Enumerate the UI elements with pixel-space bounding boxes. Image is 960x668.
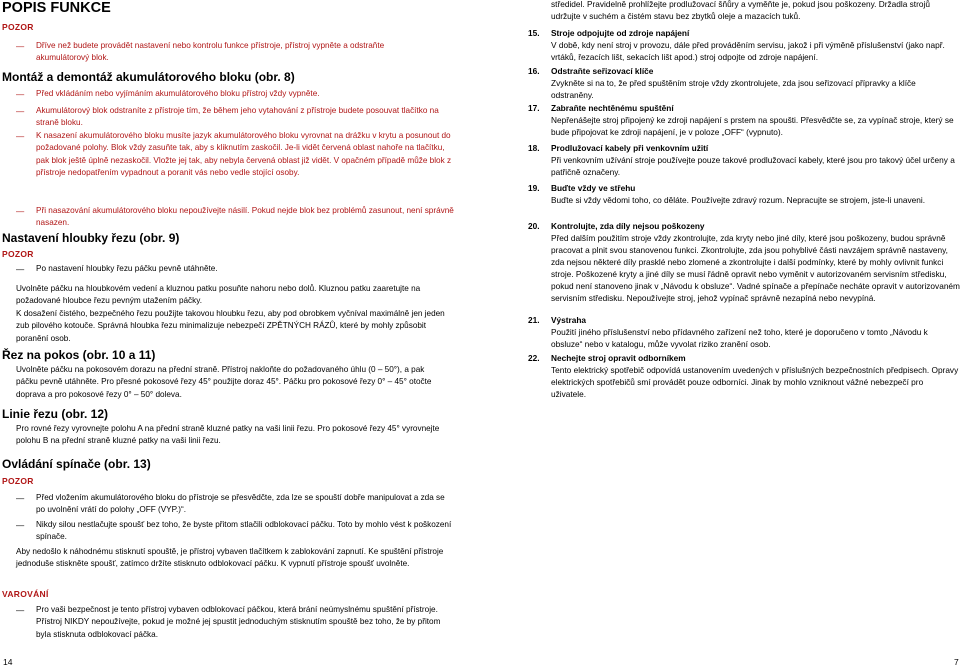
item-title: Nechejte stroj opravit odborníkem <box>551 353 686 363</box>
section-heading: Nastavení hloubky řezu (obr. 9) <box>2 231 180 245</box>
caution-label: POZOR <box>2 249 34 259</box>
item-number: 21. <box>528 315 540 325</box>
list-item: K nasazení akumulátorového bloku musíte jazyk akumulátorového bloku vyrovnat na drážku v krytu a posunout do požadované polohy. Blok vždy zasuňte tak, aby s kliknutím zaskočil. Je-li vidět červená oblast nahoře na tlačítku, pak blok ještě úplně nezaskočil. Vložte jej tak, aby nebyla červená oblast již vidět. V opačném případě může blok z přístroje nedopatřením vypadnout a poranit vás nebo vedle stojící osoby. <box>36 131 452 178</box>
paragraph: Pro rovné řezy vyrovnejte polohu A na přední straně kluzné patky na vaši linii řezu. Pro pokosové řezy 45° vyrovnejte polohu B na přední straně kluzné patky na vaši linii řezu. <box>16 424 440 446</box>
item-text: Před dalším použitím stroje vždy zkontrolujte, zda kryty nebo jiné díly, které jsou poškozeny, budou správně pracovat a plnit svou stanovenou funkci. Zkontrolujte, zda jsou pohyblivé části navzájem správně nastaveny, zda nejsou některé díly prasklé nebo zlomené a zkontrolujte i další podmínky, které by mohly ovlivnit funkci stroje. Poškozené kryty a jiné díly se musí řádně opravit nebo vyměnit v autorizovaném servisním středisku, pokud není stanoveno jinak v „Návodu k obsluze“. Vadné spínače a přepínače necháte opravit v autorizovaném servisním středisku. Nepoužívejte stroj, jehož vypínač správně nezapíná nebo nevypíná. <box>551 233 960 303</box>
paragraph: K dosažení čistého, bezpečného řezu použijte takovou hloubku řezu, aby pod obrobkem vyčníval maximálně jen jeden zub pilového kotouče. Správná hloubka řezu minimalizuje nebezpečí ZPĚTNÝCH RÁZŮ, které by mohly způsobit poranění osob. <box>16 309 445 343</box>
item-text: Při venkovním užívání stroje používejte pouze takové prodlužovací kabely, které jsou pro takový účel určeny a patřičně označeny. <box>551 155 955 177</box>
caution-text: Dříve než budete provádět nastavení nebo kontrolu funkce přístroje, přístroj vypněte a odstraňte akumulátorový blok. <box>36 41 385 63</box>
item-number: 18. <box>528 143 540 153</box>
item-number: 20. <box>528 221 540 231</box>
section-heading: Řez na pokos (obr. 10 a 11) <box>2 348 156 362</box>
item-text: V době, kdy není stroj v provozu, dále před prováděním servisu, jakož i při výměně příslušenství (jako např. vrtáků, řezacích lišt, sekacích lišt apod.) stroj odpojte od zdroje napájení. <box>551 40 945 62</box>
item-title: Odstraňte seřizovací klíče <box>551 66 654 76</box>
warning-label: VAROVÁNÍ <box>2 589 49 599</box>
paragraph: Uvolněte páčku na pokosovém dorazu na přední straně. Přístroj nakloňte do požadovaného úhlu (0 – 50°), a pak páčku pevně utáhněte. Pro přesné pokosové řezy 45° použijte doraz 45°. Páčku pro pokosové řezy 0° – 45° otočte doprava a pro pokosové řezy 0° – 50° doleva. <box>16 365 432 399</box>
item-number: 22. <box>528 353 540 363</box>
page-number: 14 <box>3 657 13 667</box>
caution-label: POZOR <box>2 22 34 32</box>
dash-bullet: — <box>16 521 25 530</box>
item-text: Buďte si vždy vědomi toho, co děláte. Používejte zdravý rozum. Nepracujte se strojem, jste-li unaveni. <box>551 195 926 205</box>
item-text: Zvykněte si na to, že před spuštěním stroje vždy zkontrolujete, zda jsou seřizovací přípravky a klíče odstraněny. <box>551 78 916 100</box>
item-title: Kontrolujte, zda díly nejsou poškozeny <box>551 221 705 231</box>
item-title: Stroje odpojujte od zdroje napájení <box>551 28 690 38</box>
list-item: Při nasazování akumulátorového bloku nepoužívejte násilí. Pokud nejde blok bez problémů zasunout, není správně nasazen. <box>36 206 454 228</box>
list-item: Nikdy silou nestlačujte spoušť bez toho, že byste přitom stlačili odblokovací páčku. Toto by mohlo vést k poškození spínače. <box>36 520 452 542</box>
item-title: Prodlužovací kabely při venkovním užití <box>551 143 709 153</box>
dash-bullet: — <box>16 132 25 141</box>
item-text: Nepřenášejte stroj připojený ke zdroji napájení s prstem na spoušti. Přesvědčte se, za vypínač stroje, který se bude připojovat ke zdroji napájení, je v poloze „OFF“ (vypnuto). <box>551 115 954 137</box>
dash-bullet: — <box>16 494 25 503</box>
page-number: 7 <box>954 657 959 667</box>
dash-bullet: — <box>16 265 25 274</box>
dash-bullet: — <box>16 606 25 615</box>
section-heading: Montáž a demontáž akumulátorového bloku (obr. 8) <box>2 70 295 84</box>
dash-bullet: — <box>16 42 25 51</box>
list-item: Po nastavení hloubky řezu páčku pevně utáhněte. <box>36 264 218 273</box>
list-item: Před vkládáním nebo vyjímáním akumulátorového bloku přístroj vždy vypněte. <box>36 89 320 98</box>
item-number: 15. <box>528 28 540 38</box>
dash-bullet: — <box>16 207 25 216</box>
caution-label: POZOR <box>2 476 34 486</box>
item-number: 16. <box>528 66 540 76</box>
dash-bullet: — <box>16 90 25 99</box>
item-number: 17. <box>528 103 540 113</box>
item-title: Výstraha <box>551 315 587 325</box>
item-title: Buďte vždy ve střehu <box>551 183 636 193</box>
intro-paragraph: středidel. Pravidelně prohlížejte prodlužovací šňůry a vyměňte je, pokud jsou poškozeny. Držadla strojů udržujte v suchém a čistém stavu bez zbytků oleje a mazacích tuků. <box>551 0 930 21</box>
list-item: Před vložením akumulátorového bloku do přístroje se přesvědčte, zda lze se spouští dobře manipulovat a zda se po uvolnění vrátí do polohy „OFF (VYP.)“. <box>36 493 445 515</box>
section-heading: Ovládání spínače (obr. 13) <box>2 457 151 471</box>
list-item: Pro vaši bezpečnost je tento přístroj vybaven odblokovací páčkou, která brání neúmyslnému spuštění přístroje. Přístroj NIKDY nepoužívejte, pokud je možné jej spustit jednoduchým stisknutím spouště bez toho, že by přitom byla stisknuta odblokovací páčka. <box>36 605 441 639</box>
paragraph: Uvolněte páčku na hloubkovém vedení a kluznou patku posuňte nahoru nebo dolů. Kluznou patku zaaretujte na požadované hloubce řezu pevným utažením páčky. <box>16 284 421 306</box>
item-text: Tento elektrický spotřebič odpovídá ustanovením uvedených v příslušných bezpečnostních předpisech. Opravy elektrických spotřebičů smí provádět pouze odborníci. Jinak by mohlo vzniknout vážné nebezpečí pro uživatele. <box>551 365 959 399</box>
item-title: Zabraňte nechtěnému spuštění <box>551 103 674 113</box>
item-number: 19. <box>528 183 540 193</box>
section-title: POPIS FUNKCE <box>2 0 111 16</box>
item-text: Použití jiného příslušenství nebo přídavného zařízení než toho, které je doporučeno v tomto „Návodu k obsluze“ nebo v katalogu, může vyvolat riziko zranění osob. <box>551 327 928 349</box>
dash-bullet: — <box>16 107 25 116</box>
list-item: Akumulátorový blok odstraníte z přístroje tím, že během jeho vytahování z přístroje budete posouvat tlačítko na straně bloku. <box>36 106 439 128</box>
section-heading: Linie řezu (obr. 12) <box>2 407 109 421</box>
paragraph: Aby nedošlo k náhodnému stisknutí spouště, je přístroj vybaven tlačítkem k zablokování zapnutí. Ke spuštění přístroje jednoduše stiskněte spoušť, zatímco držíte stisknuto odblokovací páčku. K vypnutí přístroje spoušť uvolněte. <box>16 547 444 569</box>
